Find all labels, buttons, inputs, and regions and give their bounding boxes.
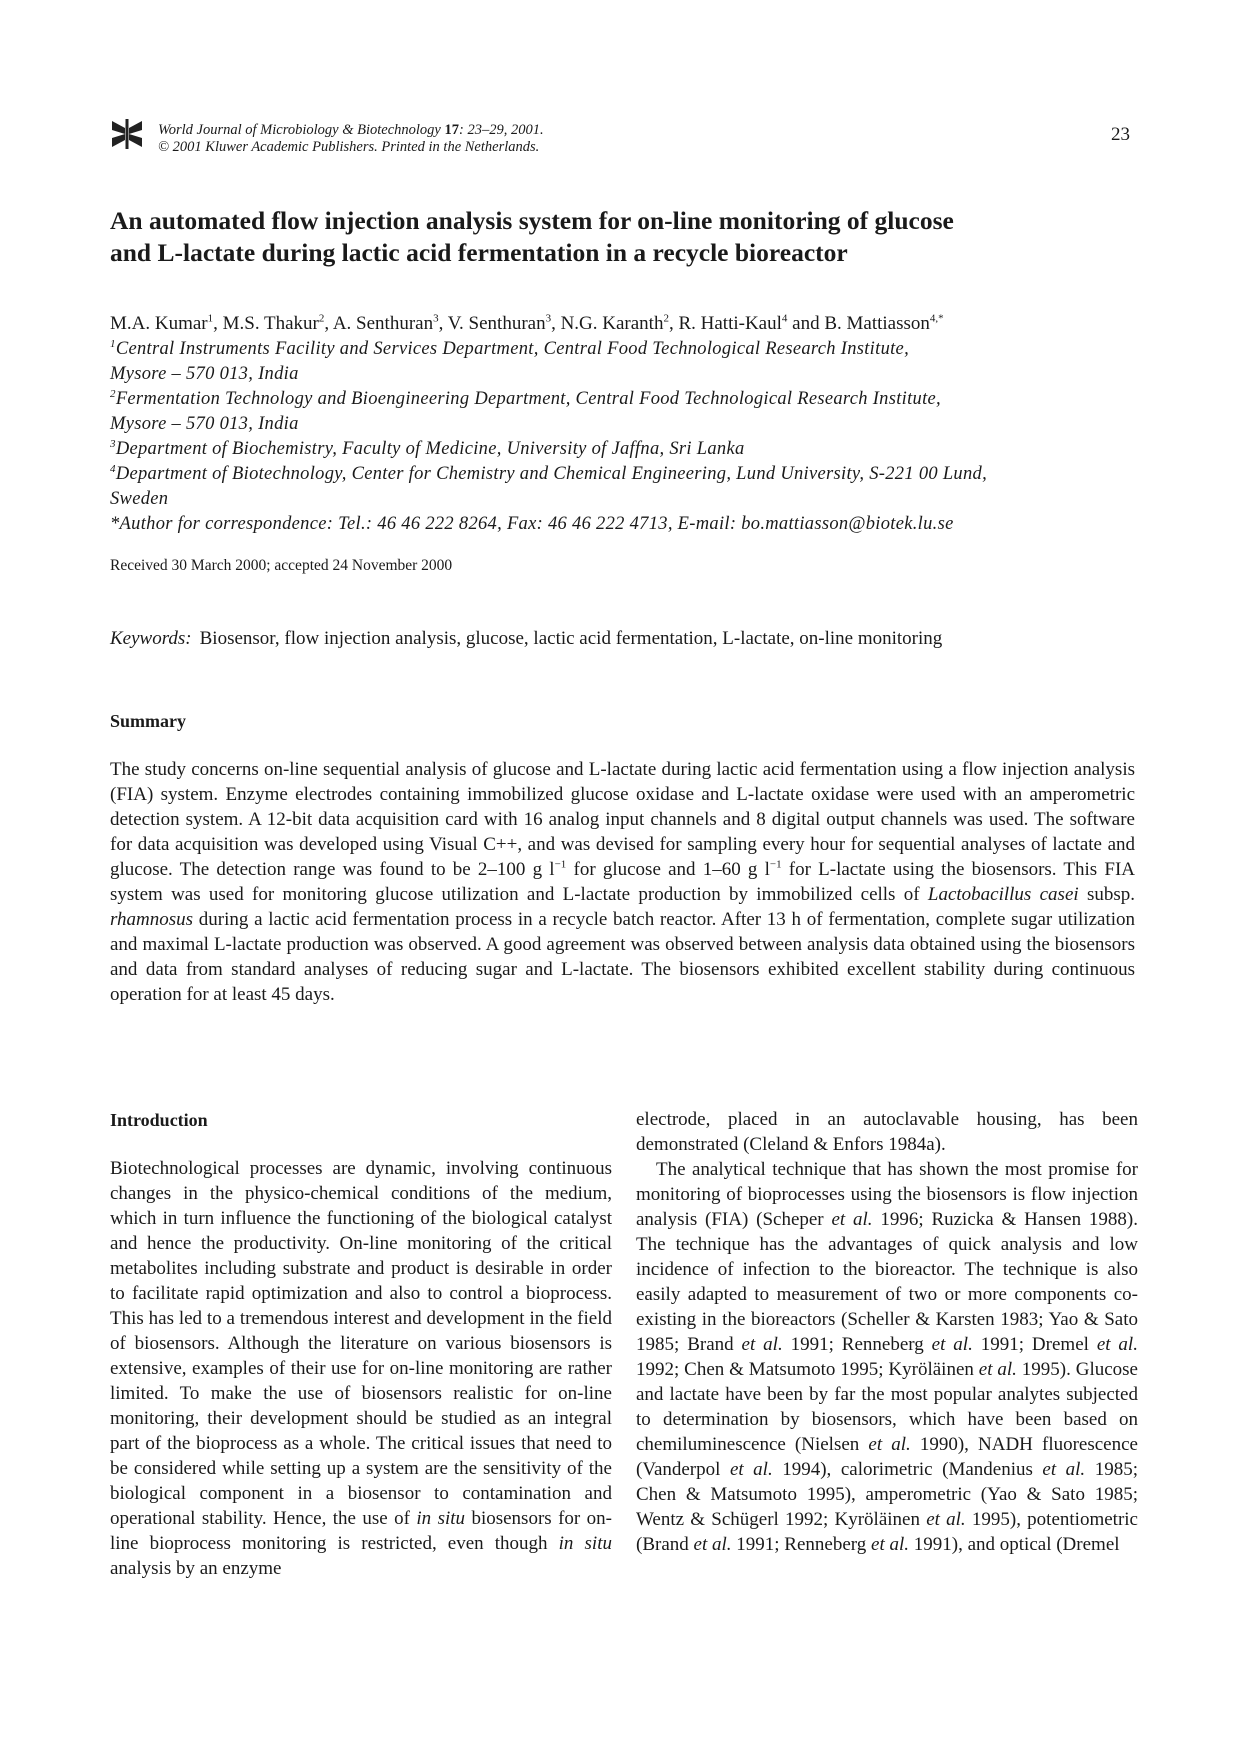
summary-heading: Summary: [110, 711, 186, 731]
introduction-right-column: electrode, placed in an autoclavable housing, has been demonstrated (Cleland & Enfors 1984a). The analytical technique that has shown the most promise for monitoring of bioprocesses using the biosensors is flow injection analysis (FIA) (Scheper et al. 1996; Ruzicka & Hansen 1988). The technique has the advantages of quick analysis and low incidence of infection to the bioreactor. The technique is also easily adapted to measurement of two or more components co-existing in the bioreactors (Scheller & Karsten 1983; Yao & Sato 1985; Brand et al. 1991; Renneberg et al. 1991; Dremel et al. 1992; Chen & Matsumoto 1995; Kyröläinen et al. 1995). Glucose and lactate have been by far the most popular analytes subjected to determination by biosensors, which have been based on chemiluminescence (Nielsen et al. 1990), NADH fluorescence (Vanderpol et al. 1994), calorimetric (Mandenius et al. 1985; Chen & Matsumoto 1995), amperometric (Yao & Sato 1985; Wentz & Schügerl 1992; Kyröläinen et al. 1995), potentiometric (Brand et al. 1991; Renneberg et al. 1991), and optical (Dremel: [636, 1109, 1138, 1555]
keywords: Keywords: Biosensor, flow injection analysis, glucose, lactic acid fermentation, L-lactate, on-line monitoring: [110, 628, 943, 649]
received-dates: Received 30 March 2000; accepted 24 November 2000: [110, 557, 453, 574]
publisher-logo-icon: [110, 117, 144, 151]
introduction-heading: Introduction: [110, 1110, 208, 1130]
page-number: 23: [1111, 124, 1130, 145]
correspondence: *Author for correspondence: Tel.: 46 46 222 8264, Fax: 46 46 222 4713, E-mail: bo.mattiasson@biotek.lu.se: [110, 514, 954, 534]
introduction-left-column: Biotechnological processes are dynamic, involving continuous changes in the physico-chemical conditions of the medium, which in turn influence the functioning of the biological catalyst and hence the productivity. On-line monitoring of the critical metabolites including substrate and product is desirable in order to facilitate rapid optimization and also to control a bioprocess. This has led to a tremendous interest and development in the field of biosensors. Although the literature on various biosensors is extensive, examples of their use for on-line monitoring are rather limited. To make the use of biosensors realistic for on-line monitoring, their development should be studied as an integral part of the bioprocess as a whole. The critical issues that need to be considered while setting up a system are the sensitivity of the biological component in a biosensor to contamination and operational stability. Hence, the use of in situ biosensors for on-line bioprocess monitoring is restricted, even though in situ analysis by an enzyme: [110, 1158, 612, 1579]
paper-title: An automated flow injection analysis system for on-line monitoring of glucose and L-lactate during lactic acid fermentation in a recycle bioreactor: [110, 206, 954, 267]
journal-citation: World Journal of Microbiology & Biotechnology 17: 23–29, 2001. © 2001 Kluwer Academic Publishers. Printed in the Netherlands.: [158, 122, 544, 155]
copyright: © 2001 Kluwer Academic Publishers. Printed in the Netherlands.: [158, 139, 540, 155]
author-list: M.A. Kumar$^1$, M.S. Thakur$^2$, A. Senthuran$^3$, V. Senthuran$^3$, N.G. Karanth$^2$, R. Hatti-Kaul$^4$ and B. Mattiasson$^{4,*}$: [110, 312, 944, 334]
affiliations: $^1$Central Instruments Facility and Services Department, Central Food Technological Research Institute, Mysore – 570 013, India $^2$Fermentation Technology and Bioengineering Department, Central Food Technological Research Institute, Mysore – 570 013, India $^3$Department of Biochemistry, Faculty of Medicine, University of Jaffna, Sri Lanka $^4$Department of Biotechnology, Center for Chemistry and Chemical Engineering, Lund University, S-221 00 Lund, Sweden *Author for correspondence: Tel.: 46 46 222 8264, Fax: 46 46 222 4713, E-mail: bo.mattiasson@biotek.lu.se: [110, 337, 1140, 537]
summary-text: The study concerns on-line sequential analysis of glucose and L-lactate during lactic acid fermentation using a flow injection analysis (FIA) system. Enzyme electrodes containing immobilized glucose oxidase and L-lactate oxidase were used with an amperometric detection system. A 12-bit data acquisition card with 16 analog input channels and 8 digital output channels was used. The software for data acquisition was developed using Visual C++, and was devised for sampling every hour for sequential analyses of lactate and glucose. The detection range was found to be 2–100 g $l^{-1}$ for glucose and 1–60 g $l^{-1}$ for L-lactate using the biosensors. This FIA system was used for monitoring glucose utilization and L-lactate production by immobilized cells of Lactobacillus casei subsp. rhamnosus during a lactic acid fermentation process in a recycle batch reactor. After 13 h of fermentation, complete sugar utilization and maximal L-lactate production was observed. A good agreement was observed between analysis data obtained using the biosensors and data from standard analyses of reducing sugar and L-lactate. The biosensors exhibited excellent stability during continuous operation for at least 45 days.: [110, 759, 1135, 1005]
